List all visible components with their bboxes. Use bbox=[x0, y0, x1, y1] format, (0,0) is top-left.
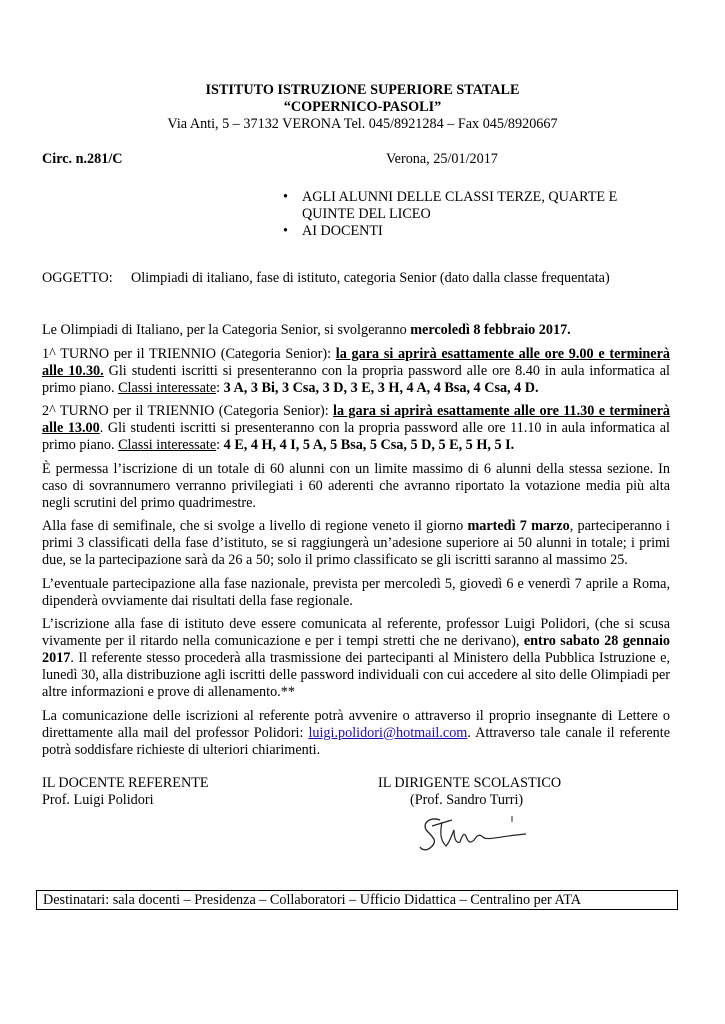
paragraph-national-phase: L’eventuale partecipazione alla fase nazionale, prevista per mercoledì 5, giovedì 6 e venerdì 7 aprile a Roma, dipenderà ovviamente dai risultati della fase regionale. bbox=[42, 575, 670, 609]
subject-text: Olimpiadi di italiano, fase di istituto, categoria Senior (dato dalla classe frequentata) bbox=[131, 270, 610, 286]
semifinal-intro: Alla fase di semifinale, che si svolge a livello di regione veneto il giorno bbox=[42, 518, 468, 534]
paragraph-intro bbox=[42, 322, 670, 339]
body-text bbox=[42, 322, 670, 765]
distribution-list: Destinatari: sala docenti – Presidenza – Collaboratori – Ufficio Didattica – Centralino per ATA bbox=[43, 892, 581, 908]
registration-deadline: entro sabato 28 gennaio 2017 bbox=[42, 633, 671, 666]
turn2-classes-label: Classi interessate bbox=[118, 437, 217, 453]
paragraph-turn-2 bbox=[42, 403, 670, 454]
place-date: Verona, 25/01/2017 bbox=[386, 151, 498, 167]
principal-name: (Prof. Sandro Turri) bbox=[410, 792, 524, 808]
referent-name: Prof. Luigi Polidori bbox=[42, 792, 154, 808]
turn1-colon: : bbox=[216, 379, 224, 396]
bullet-icon: • bbox=[283, 189, 288, 205]
semifinal-date: martedì 7 marzo bbox=[467, 518, 570, 534]
turn1-classes: 3 A, 3 Bi, 3 Csa, 3 D, 3 E, 3 H, 4 A, 4 Bsa, 4 Csa, 4 D. bbox=[223, 379, 539, 396]
contest-date: mercoledì 8 febbraio 2017. bbox=[410, 322, 571, 338]
principal-signature bbox=[418, 812, 530, 856]
registration-intro: L’iscrizione alla fase di istituto deve essere comunicata al referente, professor Luigi Polidori, (che si scusa vivamente per il ritardo nella comunicazione e per i tempi stretti che ne derivano), bbox=[42, 616, 670, 649]
recipient-text: AI DOCENTI bbox=[302, 223, 383, 239]
referent-title: IL DOCENTE REFERENTE bbox=[42, 775, 209, 791]
bullet-icon: • bbox=[283, 223, 288, 239]
turn2-label: 2^ TURNO per il TRIENNIO (Categoria Senior): bbox=[42, 403, 334, 419]
email-link[interactable]: luigi.polidori@hotmail.com bbox=[308, 724, 468, 741]
principal-title: IL DIRIGENTE SCOLASTICO bbox=[378, 775, 562, 791]
paragraph-registration bbox=[42, 616, 670, 701]
turn1-time: la gara si aprirà esattamente alle ore 9.00 e terminerà alle 10.30. bbox=[42, 345, 670, 379]
contact-outro: . Attraverso tale canale il referente potrà soddisfare richieste di ulteriori chiarimenti. bbox=[42, 724, 670, 758]
paragraph-semifinal bbox=[42, 518, 670, 569]
intro-text: Le Olimpiadi di Italiano, per la Categoria Senior, si svolgeranno bbox=[42, 322, 411, 338]
contact-intro: La comunicazione delle iscrizioni al referente potrà avvenire o attraverso il proprio insegnante di Lettere o direttamente alla mail del professor Polidori: bbox=[42, 707, 670, 741]
turn2-colon: : bbox=[216, 437, 224, 453]
turn1-details: Gli studenti iscritti si presenteranno con la propria password alle ore 8.40 in aula informatica al primo piano. bbox=[42, 362, 670, 396]
paragraph-turn-1 bbox=[42, 346, 670, 397]
school-name: “COPERNICO-PASOLI” bbox=[283, 99, 442, 115]
turn1-label: 1^ TURNO per il TRIENNIO (Categoria Senior): bbox=[42, 345, 336, 362]
registration-details: . Il referente stesso procederà alla trasmissione dei partecipanti al Ministero della Pubblica Istruzione e, lunedì 30, alla distribuzione agli iscritti delle password individuali con cui accedere al sito delle Olimpiadi per altre informazioni e prove di allenamento.** bbox=[42, 650, 670, 700]
circular-number: Circ. n.281/C bbox=[42, 151, 123, 167]
turn2-details: . Gli studenti iscritti si presenteranno con la propria password alle ore 11.10 in aula informatica al primo piano. bbox=[42, 420, 670, 453]
distribution-box bbox=[36, 890, 678, 910]
paragraph-enrollment-limit: È permessa l’iscrizione di un totale di 60 alunni con un limite massimo di 6 alunni della stessa sezione. In caso di sovrannumero verranno privilegiati i 60 aderenti che avranno riportato la votazione media più alta negli scrutini del primo quadrimestre. bbox=[42, 460, 670, 511]
turn1-classes-label: Classi interessate bbox=[118, 379, 217, 396]
paragraph-contact bbox=[42, 708, 670, 759]
recipient-text: AGLI ALUNNI DELLE CLASSI TERZE, QUARTE E QUINTE DEL LICEO bbox=[302, 189, 618, 222]
turn2-classes: 4 E, 4 H, 4 I, 5 A, 5 Bsa, 5 Csa, 5 D, 5 E, 5 H, 5 I. bbox=[223, 437, 515, 453]
turn2-time: la gara si aprirà esattamente alle ore 11.30 e terminerà alle 13.00 bbox=[42, 403, 670, 436]
semifinal-rules: , parteciperanno i primi 3 classificati della fase d’istituto, se si raggiungerà un’adesione superiore ai 50 alunni in totale; i primi due, se la partecipazione sarà da 26 a 50; solo il primo classificato se gli iscritti saranno al massimo 25. bbox=[42, 518, 670, 568]
institute-name: ISTITUTO ISTRUZIONE SUPERIORE STATALE bbox=[205, 82, 520, 98]
school-address: Via Anti, 5 – 37132 VERONA Tel. 045/8921284 – Fax 045/8920667 bbox=[167, 116, 558, 132]
subject-label: OGGETTO: bbox=[42, 270, 113, 286]
